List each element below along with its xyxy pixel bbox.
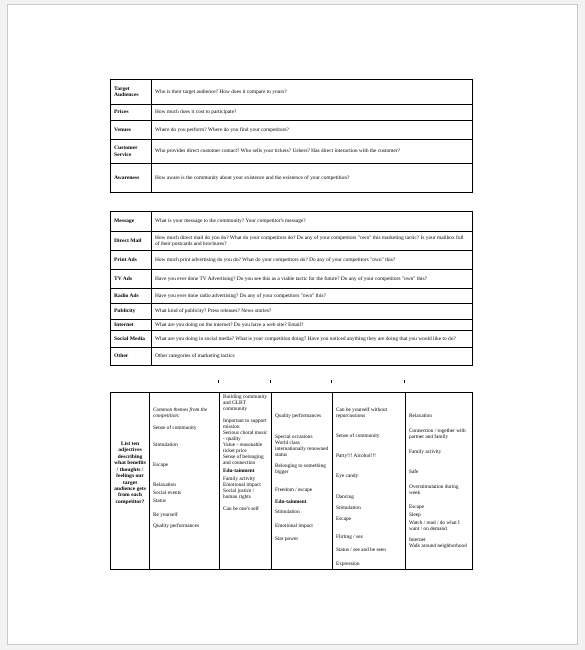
table-row	[111, 121, 473, 140]
column-tick	[404, 380, 405, 383]
row-label: Radio Ads	[111, 289, 152, 304]
list-item: Stimulation	[275, 508, 300, 515]
row-question: What is your message to the community? Your competitor's message?	[152, 212, 473, 232]
competition-themes-column	[150, 393, 219, 569]
row-question: How aware is the community about your existence and the existence of your competition?	[152, 164, 473, 193]
list-item: Flirting / sex	[336, 533, 364, 540]
list-item: Edu-tainment	[275, 498, 307, 505]
table-row	[111, 251, 473, 270]
row-label: Other	[111, 348, 152, 366]
row-label: Venues	[111, 121, 152, 140]
benefits-label: List ten adjectives describing what benefits / thoughts / feelings our target audience gets from each competitor?	[114, 441, 146, 505]
row-label: Prices	[111, 105, 152, 121]
row-question: Where do you perform? Where do you find your competitors?	[152, 121, 473, 140]
marketing-table	[110, 211, 473, 366]
row-label: Print Ads	[111, 251, 152, 270]
list-item: Serious choral music - quality	[223, 429, 268, 442]
row-question: How much print advertising do you do? What do your competitors do? Do any of your competitors "own" this?	[152, 251, 473, 270]
column-tick	[331, 380, 332, 383]
list-item: Sleep	[409, 511, 421, 518]
row-label: TV Ads	[111, 270, 152, 289]
row-question: Other categories of marketing tactics	[152, 348, 473, 366]
list-item: Can be yourself without repurcussions	[336, 407, 388, 419]
row-question: What are you doing on the internet? Do you have a web site? Email?	[152, 320, 473, 331]
competitor-column-2	[272, 393, 332, 569]
row-question: How much direct mail do you do? What do your competitors do? Do any of your competitors "own" this marketing tactic? Is your mailbox full of their postcards and brochures?	[152, 232, 473, 251]
table-row	[111, 304, 473, 320]
benefits-table	[110, 392, 473, 570]
list-item: Social justice / human rights	[223, 487, 255, 500]
list-item: Freedom / escape	[275, 486, 313, 493]
list-item: World class internationally renowned status	[275, 439, 329, 458]
list-item: Quality performances	[153, 522, 200, 529]
profile-table	[110, 79, 473, 193]
column-tick	[270, 380, 271, 383]
row-label: Awareness	[111, 164, 152, 193]
row-question: What kind of publicity? Press releases? News stories?	[152, 304, 473, 320]
list-item: Be yourself	[153, 511, 178, 518]
list-item: Family activity	[409, 448, 442, 455]
competitor-column-1	[220, 393, 271, 569]
row-label: Target Audiences	[111, 80, 152, 105]
table-row	[111, 320, 473, 331]
list-item: Dancing	[336, 493, 354, 500]
list-item: Sense of belonging and connection	[223, 453, 264, 466]
row-label: Publicity	[111, 304, 152, 320]
list-item: Expression	[336, 560, 360, 567]
table-row	[111, 289, 473, 304]
list-item: Quality performances	[275, 413, 322, 419]
table-row	[111, 270, 473, 289]
list-item: Important to support mission	[223, 417, 267, 430]
list-item: Overstimulation during week	[409, 483, 459, 496]
column-tick	[218, 380, 219, 383]
row-question: Have you ever done TV Advertising? Do you see this as a viable tactic for the future? Do any of your competitors "own" this?	[152, 270, 473, 289]
list-item: Stimulation	[153, 441, 178, 448]
list-item: Value - reasonable ticket price	[223, 441, 263, 454]
list-item: Relaxation	[153, 481, 176, 488]
row-question: What are you doing in social media? What is your competition doing? Have you noticed anything they are doing that you would like to do?	[152, 331, 473, 348]
list-item: Belonging to something bigger	[275, 462, 326, 475]
table-row	[111, 105, 473, 121]
list-item: Family activity	[223, 475, 256, 482]
list-item: Sense of community	[336, 432, 380, 439]
row-question: Who provides direct customer contact? Who sells your tickets? Ushers? Has direct interaction with the customer?	[152, 140, 473, 164]
list-item: Building community and GLBT community	[223, 394, 267, 412]
list-item: Edu-tainment	[223, 467, 255, 474]
list-item: Relaxation	[409, 413, 432, 419]
list-item: Emotional impact	[223, 481, 261, 488]
list-item: Walk around neighborhood	[409, 542, 467, 549]
row-label: Internet	[111, 320, 152, 331]
list-item: Watch / read / do what I want / on demand	[409, 519, 460, 532]
table-row	[111, 232, 473, 251]
table-row	[111, 164, 473, 193]
list-item: Status / see and be seen	[336, 546, 386, 553]
row-question: Who is their target audience? How does it compare to yours?	[152, 80, 473, 105]
table-row	[111, 212, 473, 232]
column-heading: Common themes from the competition:	[153, 407, 208, 419]
list-item: Emotional impact	[275, 522, 313, 529]
list-item: Party!!! Alcohol!!!	[336, 452, 376, 459]
row-label: Message	[111, 212, 152, 232]
list-item: Status	[153, 497, 166, 504]
table-row	[111, 348, 473, 366]
list-item: Special occasions	[275, 433, 313, 440]
row-label: Social Media	[111, 331, 152, 348]
list-item: Star power	[275, 535, 299, 542]
list-item: Sense of community	[153, 424, 197, 431]
table-row	[111, 140, 473, 164]
list-item: Stimulation	[336, 504, 361, 511]
row-label: Customer Service	[111, 140, 152, 164]
competitor-column-3	[333, 393, 405, 569]
list-item: Escape	[336, 515, 351, 522]
list-item: Connection / together with partner and family	[409, 427, 466, 440]
list-item: Internet	[409, 536, 426, 543]
list-item: Safe	[409, 468, 419, 475]
list-item: Escape	[153, 461, 168, 468]
table-row	[111, 80, 473, 105]
list-item: Can be one's self	[223, 505, 259, 512]
row-question: Have you ever done radio advertising? Do any of your competitors "own" this?	[152, 289, 473, 304]
list-item: Escape	[409, 503, 424, 510]
row-question: How much does it cost to participate?	[152, 105, 473, 121]
list-item: Social events	[153, 489, 182, 496]
competitor-column-4	[406, 393, 473, 569]
row-label: Direct Mail	[111, 232, 152, 251]
table-row	[111, 331, 473, 348]
list-item: Eye candy	[336, 472, 359, 479]
